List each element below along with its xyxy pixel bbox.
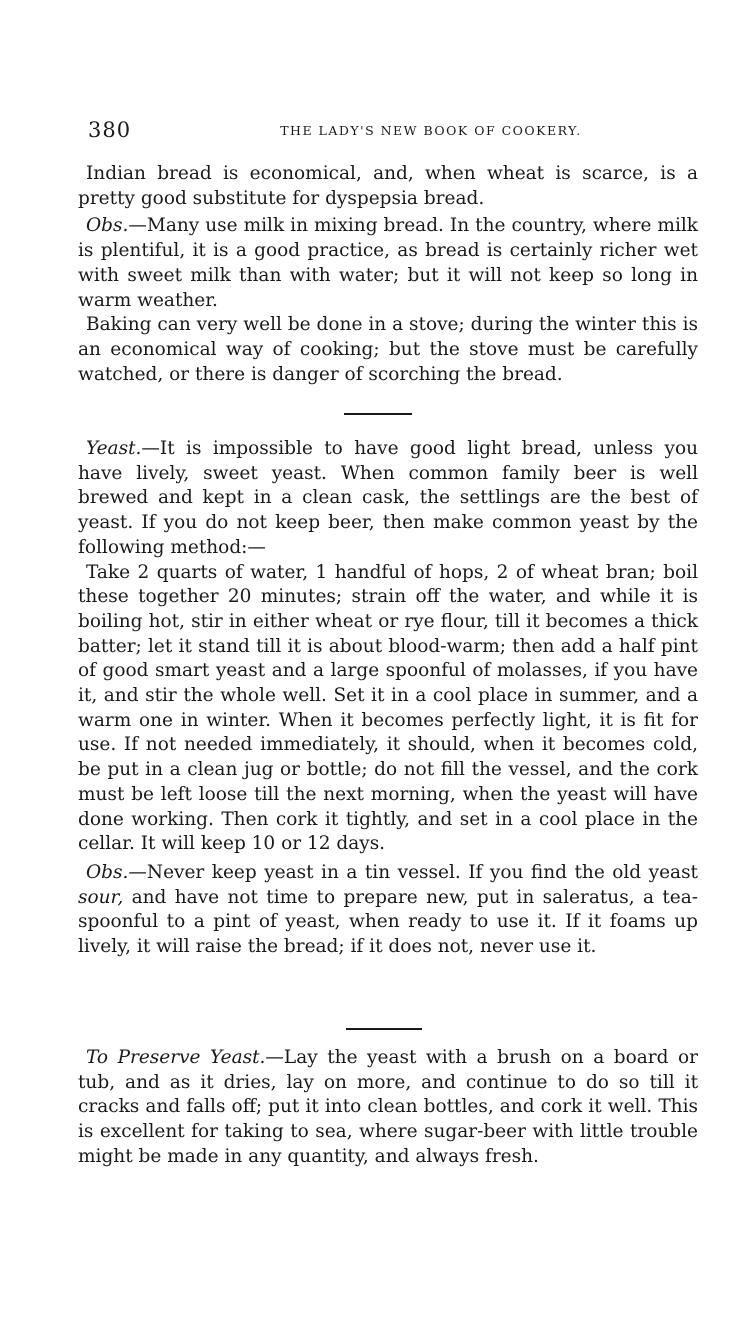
page-header — [88, 118, 698, 148]
paragraph-baking-stove: Baking can very well be done in a stove; during the winter this is an economical way of cooking; but the stove must be carefully watched, or there is danger of scorching the bread. — [78, 314, 698, 385]
page-number: 380 — [88, 118, 132, 142]
paragraph-yeast-method: Take 2 quarts of water, 1 handful of hops, 2 of wheat bran; boil these together 20 minutes; strain off the water, and while it is boiling hot, stir in either wheat or rye flour, till it becomes a thick batter; let it stand till it is about blood-warm; then add a half pint of good smart yeast and a large spoonful of molasses, if you have it, and stir the whole well. Set it in a cool place in summer, and a warm one in winter. When it becomes perfectly light, it is fit for use. If not needed immediately, it should, when it becomes cold, be put in a clean jug or bottle; do not fill the vessel, and the cork must be left loose till the next morning, when the yeast will have done working. Then cork it tightly, and set in a cool place in the cellar. It will keep 10 or 12 days. — [78, 561, 698, 855]
obs-label: Obs. — [86, 215, 129, 237]
running-head: THE LADY'S NEW BOOK OF COOKERY. — [280, 123, 582, 138]
obs-yeast-text-1: —Never keep yeast in a tin vessel. If you find the old yeast — [128, 861, 698, 883]
paragraph-obs-milk — [78, 214, 698, 313]
obs-yeast-emphasis: sour, — [78, 886, 124, 908]
obs-milk-text: —Many use milk in mixing bread. In the country, where milk is plentiful, it is a good practice, as bread is certainly richer wet with sweet milk than with water; but it will not keep so long in warm weather. — [78, 215, 698, 311]
section-divider — [344, 413, 412, 415]
paragraph-indian-bread: Indian bread is economical, and, when wheat is scarce, is a pretty good substitute for dyspepsia bread. — [78, 163, 698, 209]
paragraph-preserve-yeast — [78, 1046, 698, 1170]
yeast-label: Yeast. — [86, 438, 142, 459]
section-divider — [346, 1028, 422, 1030]
section-preserve-yeast — [78, 1046, 698, 1170]
preserve-yeast-text: —Lay the yeast with a brush on a board or tub, and as it dries, lay on more, and continue to do so till it cracks and falls off; put it into clean bottles, and cork it well. This is excellent for taking to sea, where sugar-beer with little trouble might be made in any quantity, and always fresh. — [78, 1047, 698, 1167]
paragraph-yeast-intro — [78, 437, 698, 561]
section-yeast — [78, 437, 698, 960]
obs-label: Obs. — [86, 861, 129, 883]
yeast-intro-text: —It is impossible to have good light bread, unless you have lively, sweet yeast. When common family beer is well brewed and kept in a clean cask, the settlings are the best of yeast. If you do not keep beer, then make common yeast by the following method:— — [78, 438, 698, 558]
paragraph-obs-yeast — [78, 861, 698, 960]
section-intro — [78, 162, 698, 387]
obs-yeast-text-2: and have not time to prepare new, put in saleratus, a tea-spoonful to a pint of yeast, when ready to use it. If it foams up lively, it will raise the bread; if it does not, never use it. — [78, 886, 698, 958]
preserve-yeast-label: To Preserve Yeast. — [86, 1047, 266, 1068]
